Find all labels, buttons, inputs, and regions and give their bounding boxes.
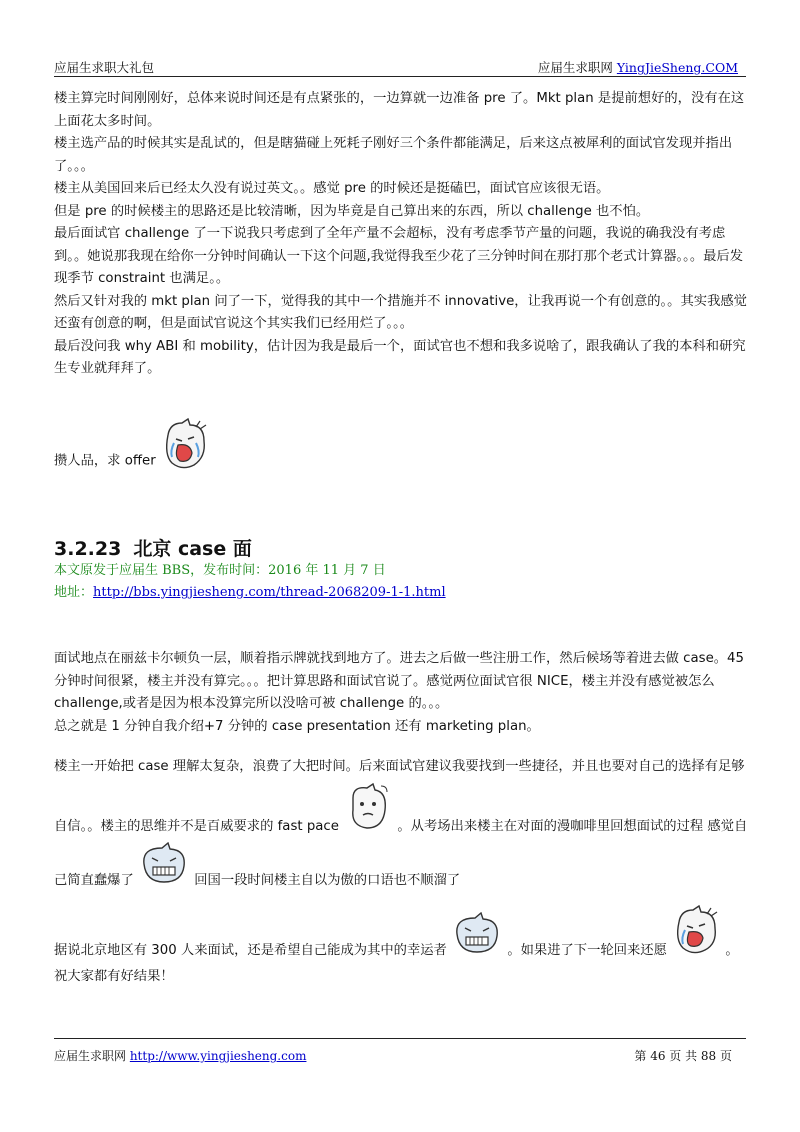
- section-title: 北京 case 面: [133, 538, 252, 560]
- section-heading: [54, 534, 252, 561]
- post-meta: [54, 560, 446, 604]
- paragraph: 但是 pre 的时候楼主的思路还是比较清晰，因为毕竟是自己算出来的东西，所以 challenge 也不怕。: [54, 203, 650, 219]
- page-header: [54, 58, 746, 77]
- footer-site-label: 应届生求职网: [54, 1049, 130, 1063]
- section-number: 3.2.23: [54, 538, 122, 560]
- paragraph: 然后又针对我的 mkt plan 问了一下，觉得我的其中一个措施并不 innovative，让我再说一个有创意的。。其实我感觉还蛮有创意的啊，但是面试官说这个其实我们已经用烂了。。。: [54, 293, 747, 331]
- grimace-face-icon: [138, 842, 190, 888]
- paragraph: 楼主算完时间刚刚好，总体来说时间还是有点紧张的，一边算就一边准备 pre 了。Mkt plan 是提前想好的，没有在这上面花太多时间。: [54, 91, 745, 129]
- paragraph: 最后面试官 challenge 了一下说我只考虑到了全年产量不会超标，没有考虑季节产量的问题，我说的确我没有考虑到。。她说那我现在给你一分钟时间确认一下这个问题,我觉得我至少花了三分钟时间在那打那个老式计算器。。。最后发现季节 constraint 也满足。。: [54, 226, 744, 286]
- pace-text-c: 回国一段时间楼主自以为傲的口语也不顺溜了: [194, 873, 461, 888]
- paragraph: 楼主从美国回来后已经太久没有说过英文。。感觉 pre 的时候还是挺磕巴，面试官应该很无语。: [54, 181, 610, 196]
- blessing-text: 攒人品，求 offer: [54, 453, 156, 468]
- paragraph: 面试地点在丽兹卡尔顿负一层，顺着指示牌就找到地方了。进去之后做一些注册工作，然后候场等着进去做 case。45 分钟时间很紧，楼主并没有算完。。。把计算思路和面试官说了。感觉两位面试官很 NICE，楼主并没有感觉被怎么 challenge,或者是因为根本没算完所以没啥可被 challenge 的。。。: [54, 651, 744, 711]
- luck-text-b: 。如果进了下一轮回来还愿: [507, 943, 667, 958]
- grimace-face-icon: [451, 912, 503, 958]
- paragraph: 楼主选产品的时候其实是乱试的，但是瞎猫碰上死耗子刚好三个条件都能满足，后来这点被犀利的面试官发现并指出了。。。: [54, 136, 733, 174]
- footer-site-link[interactable]: http://www.yingjiesheng.com: [129, 1049, 307, 1063]
- pace-text-a: 楼主一开始把 case 理解太复杂，浪费了大把时间。后来面试官建议我要找到一些捷径，并且也要对自己的选择有足够自信。。楼主的思维并不是百威要求的 fast pace: [54, 759, 745, 834]
- header-site-link[interactable]: YingJieSheng.COM: [616, 60, 738, 75]
- paragraph: 总之就是 1 分钟自我介绍+7 分钟的 case presentation 还有 marketing plan。: [54, 718, 540, 734]
- article-body-bottom: [54, 648, 754, 989]
- pace-text-b: 。从考场出来楼主在对面的漫咖啡里回想面试的过程 感觉自己简直蠢爆了: [54, 819, 748, 888]
- header-site: [538, 58, 738, 76]
- crying-face-icon: [671, 904, 721, 958]
- header-site-label: 应届生求职网: [537, 60, 617, 75]
- paragraph: 最后没问我 why ABI 和 mobility，估计因为我是最后一个，面试官也不想和我多说啥了，跟我确认了我的本科和研究生专业就拜拜了。: [54, 338, 746, 376]
- address-label: 地址：: [54, 585, 94, 600]
- post-source: 本文原发于应届生 BBS，发布时间：2016 年 11 月 7 日: [54, 563, 386, 578]
- post-address: [54, 582, 446, 604]
- closing-line: 祝大家都有好结果！: [54, 969, 174, 984]
- paragraph-luck: [54, 904, 754, 966]
- header-title: 应届生求职大礼包: [54, 60, 155, 75]
- page-footer: [54, 1038, 746, 1063]
- footer-site: [54, 1047, 306, 1064]
- address-link[interactable]: http://bbs.yingjiesheng.com/thread-2068209-1-1.html: [93, 585, 446, 600]
- article-body-top: [54, 88, 749, 473]
- blessing-line: [54, 417, 749, 473]
- crying-face-icon: [160, 417, 210, 473]
- luck-text-c: 。: [725, 943, 739, 958]
- paragraph-pace: [54, 752, 754, 896]
- luck-text-a: 据说北京地区有 300 人来面试，还是希望自己能成为其中的幸运者: [54, 943, 447, 958]
- page-number: 第 46 页 共 88 页: [634, 1049, 732, 1063]
- thinking-face-icon: [343, 782, 393, 834]
